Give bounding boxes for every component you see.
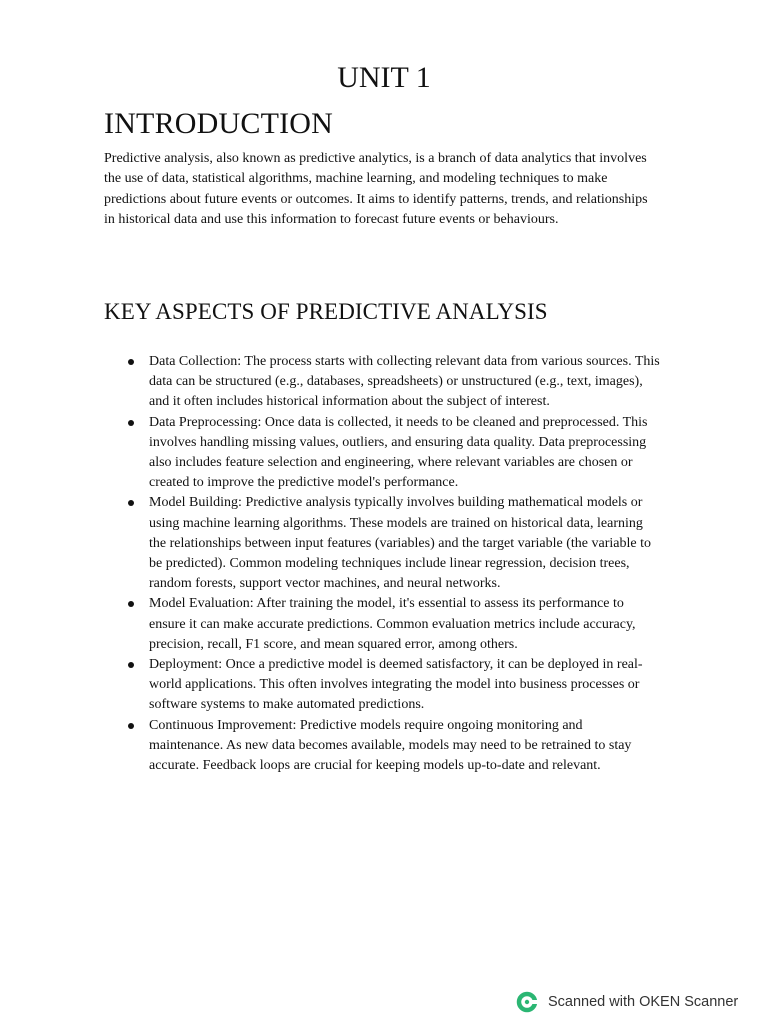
key-aspects-heading: KEY ASPECTS OF PREDICTIVE ANALYSIS	[104, 299, 548, 324]
bullet-icon	[128, 723, 134, 729]
list-item	[125, 413, 660, 494]
unit-title: UNIT 1	[337, 61, 431, 94]
section-heading: INTRODUCTION	[104, 107, 334, 140]
intro-paragraph: Predictive analysis, also known as predictive analytics, is a branch of data analytics that involves the use of data, statistical algorithms, machine learning, and modeling techniques to make predictions about future events or outcomes. It aims to identify patterns, trends, and relationships in historical data and use this information to forecast future events or behaviours.	[104, 151, 648, 227]
bullet-icon	[128, 662, 134, 668]
list-item	[125, 594, 660, 655]
list-item-text: Data Collection: The process starts with collecting relevant data from various sources. This data can be structured (e.g., databases, spreadsheets) or unstructured (e.g., text, images), and it often includes historical information about the subject of interest.	[149, 354, 660, 410]
bullet-icon	[128, 359, 134, 365]
list-item	[125, 655, 660, 716]
scanner-watermark-text: Scanned with OKEN Scanner	[548, 994, 739, 1010]
list-item-text: Data Preprocessing: Once data is collected, it needs to be cleaned and preprocessed. This involves handling missing values, outliers, and ensuring data quality. Data preprocessing also includes feature selection and engineering, where relevant variables are chosen or created to improve the predictive model's performance.	[149, 414, 648, 491]
list-item-text: Deployment: Once a predictive model is deemed satisfactory, it can be deployed in real-world applications. This often involves integrating the model into business processes or software systems to make automated predictions.	[149, 657, 643, 713]
list-item	[125, 716, 660, 777]
list-item-text: Model Evaluation: After training the model, it's essential to assess its performance to ensure it can make accurate predictions. Common evaluation metrics include accuracy, precision, recall, F1 score, and mean squared error, among others.	[149, 596, 636, 652]
list-item-text: Model Building: Predictive analysis typically involves building mathematical models or using machine learning algorithms. These models are trained on historical data, learning the relationships between input features (variables) and the target variable (the variable to be predicted). Common modeling techniques include linear regression, decision trees, random forests, support vector machines, and neural networks.	[149, 495, 651, 592]
bullet-icon	[128, 420, 134, 426]
scanner-watermark	[516, 990, 738, 1014]
list-item	[125, 493, 660, 594]
list-item-text: Continuous Improvement: Predictive models require ongoing monitoring and maintenance. As new data becomes available, models may need to be retrained to stay accurate. Feedback loops are crucial for keeping models up-to-date and relevant.	[149, 717, 632, 774]
bullet-icon	[128, 500, 134, 506]
key-aspects-list	[125, 352, 660, 776]
list-item	[125, 352, 660, 413]
bullet-icon	[128, 601, 134, 607]
oken-scanner-logo-icon	[516, 991, 538, 1013]
